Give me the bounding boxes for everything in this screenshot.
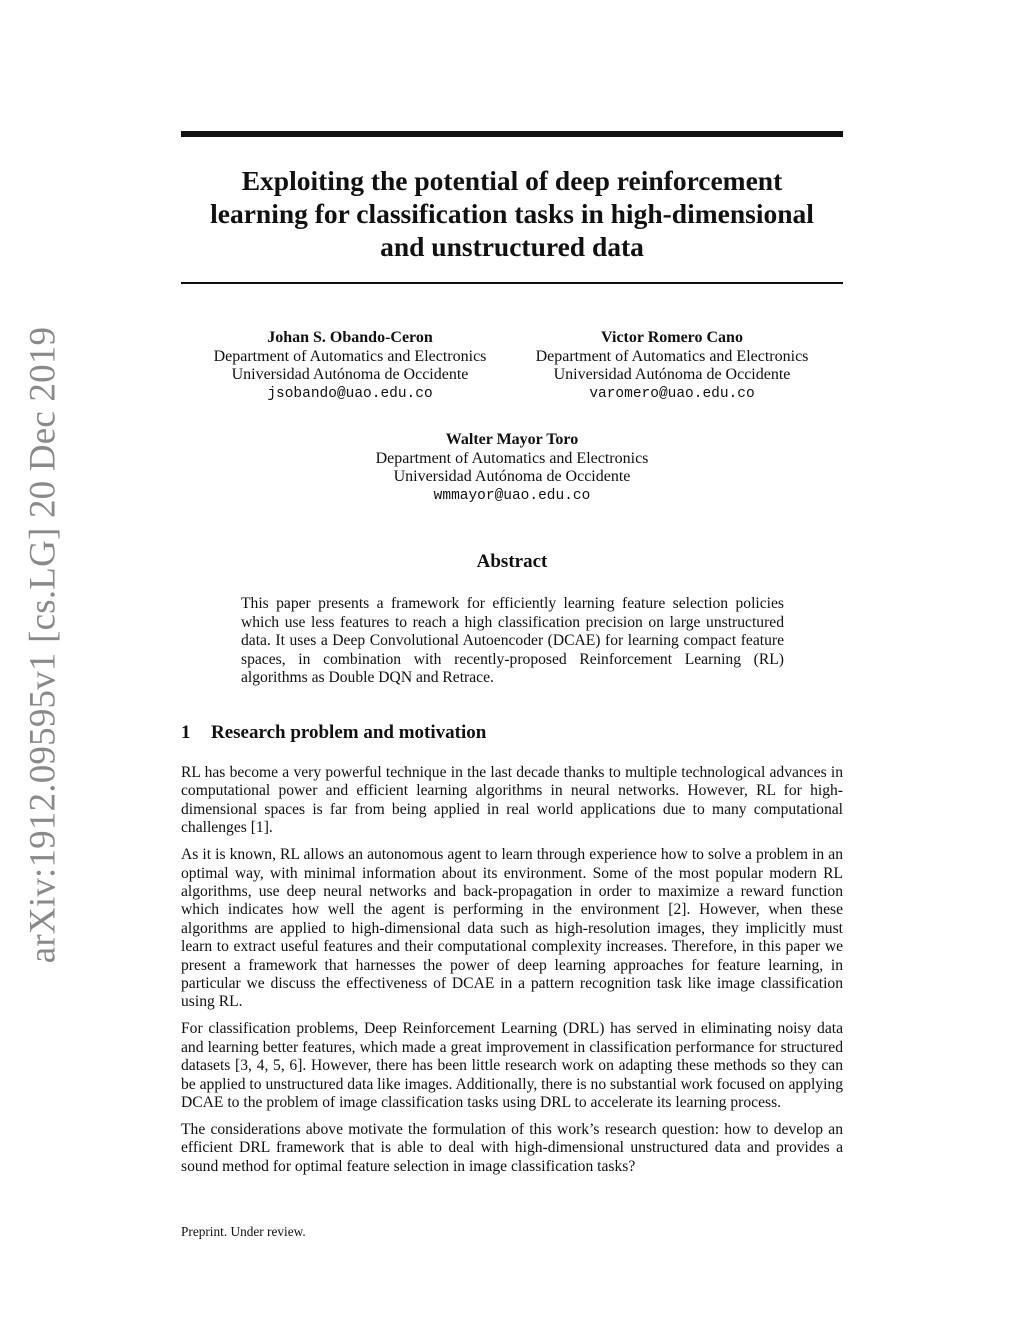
- title-top-rule: [181, 131, 843, 137]
- paper-title: [181, 164, 843, 263]
- author-department: Department of Automatics and Electronics: [213, 347, 487, 365]
- paragraph: RL has become a very powerful technique in the last decade thanks to multiple technological advances in computational power and efficient learning algorithms in neural networks. However, RL for high-dimensional spaces is far from being applied in real world applications due to many computational challenges [1].: [181, 764, 843, 837]
- title-line: Exploiting the potential of deep reinforcement: [241, 165, 783, 196]
- title-line: learning for classification tasks in high-dimensional: [210, 198, 814, 229]
- author-block-2: [503, 329, 841, 403]
- title-bottom-rule: [181, 282, 843, 284]
- author-name: Victor Romero Cano: [601, 329, 743, 346]
- author-university: Universidad Autónoma de Occidente: [231, 366, 469, 383]
- title-line: and unstructured data: [380, 231, 644, 262]
- author-university: Universidad Autónoma de Occidente: [553, 366, 791, 383]
- author-department: Department of Automatics and Electronics: [535, 347, 809, 365]
- author-email: varomero@uao.edu.co: [589, 385, 755, 402]
- paragraph: As it is known, RL allows an autonomous agent to learn through experience how to solve a problem in an optimal way, with minimal information about its environment. Some of the most popular modern RL algorithms, use deep neural networks and back-propagation in order to maximize a reward function which indicates how well the agent is performing in the environment [2]. However, when these algorithms are applied to high-dimensional data such as high-resolution images, they implicitly must learn to extract useful features and their computational complexity increases. Therefore, in this paper we present a framework that harnesses the power of deep learning approaches for feature learning, in particular we discuss the effectiveness of DCAE in a pattern recognition task like image classification using RL.: [181, 846, 843, 1011]
- author-email: jsobando@uao.edu.co: [267, 385, 433, 402]
- section-heading: [181, 722, 486, 744]
- section-body: [181, 764, 843, 1185]
- section-number: 1: [181, 722, 191, 743]
- paragraph: The considerations above motivate the formulation of this work’s research question: how to develop an efficient DRL framework that is able to deal with high-dimensional unstructured data and provides a sound method for optimal feature selection in image classification tasks?: [181, 1120, 843, 1175]
- author-department: Department of Automatics and Electronics: [375, 449, 649, 467]
- author-email: wmmayor@uao.edu.co: [433, 487, 591, 504]
- abstract-heading: Abstract: [476, 551, 548, 572]
- author-block-1: [181, 329, 519, 403]
- section-title: Research problem and motivation: [211, 722, 487, 743]
- author-block-3: [343, 431, 681, 505]
- author-name: Walter Mayor Toro: [445, 431, 579, 448]
- abstract-text: This paper presents a framework for efficiently learning feature selection policies which use less features to reach a high classification precision on large unstructured data. It uses a Deep Convolutional Autoencoder (DCAE) for learning compact feature spaces, in combination with recently-proposed Reinforcement Learning (RL) algorithms as Double DQN and Retrace.: [241, 595, 784, 686]
- author-university: Universidad Autónoma de Occidente: [393, 468, 631, 485]
- preprint-footer: Preprint. Under review.: [181, 1224, 306, 1239]
- arxiv-identifier: arXiv:1912.09595v1 [cs.LG] 20 Dec 2019: [22, 326, 64, 964]
- author-name: Johan S. Obando-Ceron: [267, 329, 433, 346]
- paragraph: For classification problems, Deep Reinforcement Learning (DRL) has served in eliminating noisy data and learning better features, which made a great improvement in classification performance for structured datasets [3, 4, 5, 6]. However, there has been little research work on adapting these methods so they can be applied to unstructured data like images. Additionally, there is no substantial work focused on applying DCAE to the problem of image classification tasks using DRL to accelerate its learning process.: [181, 1020, 844, 1111]
